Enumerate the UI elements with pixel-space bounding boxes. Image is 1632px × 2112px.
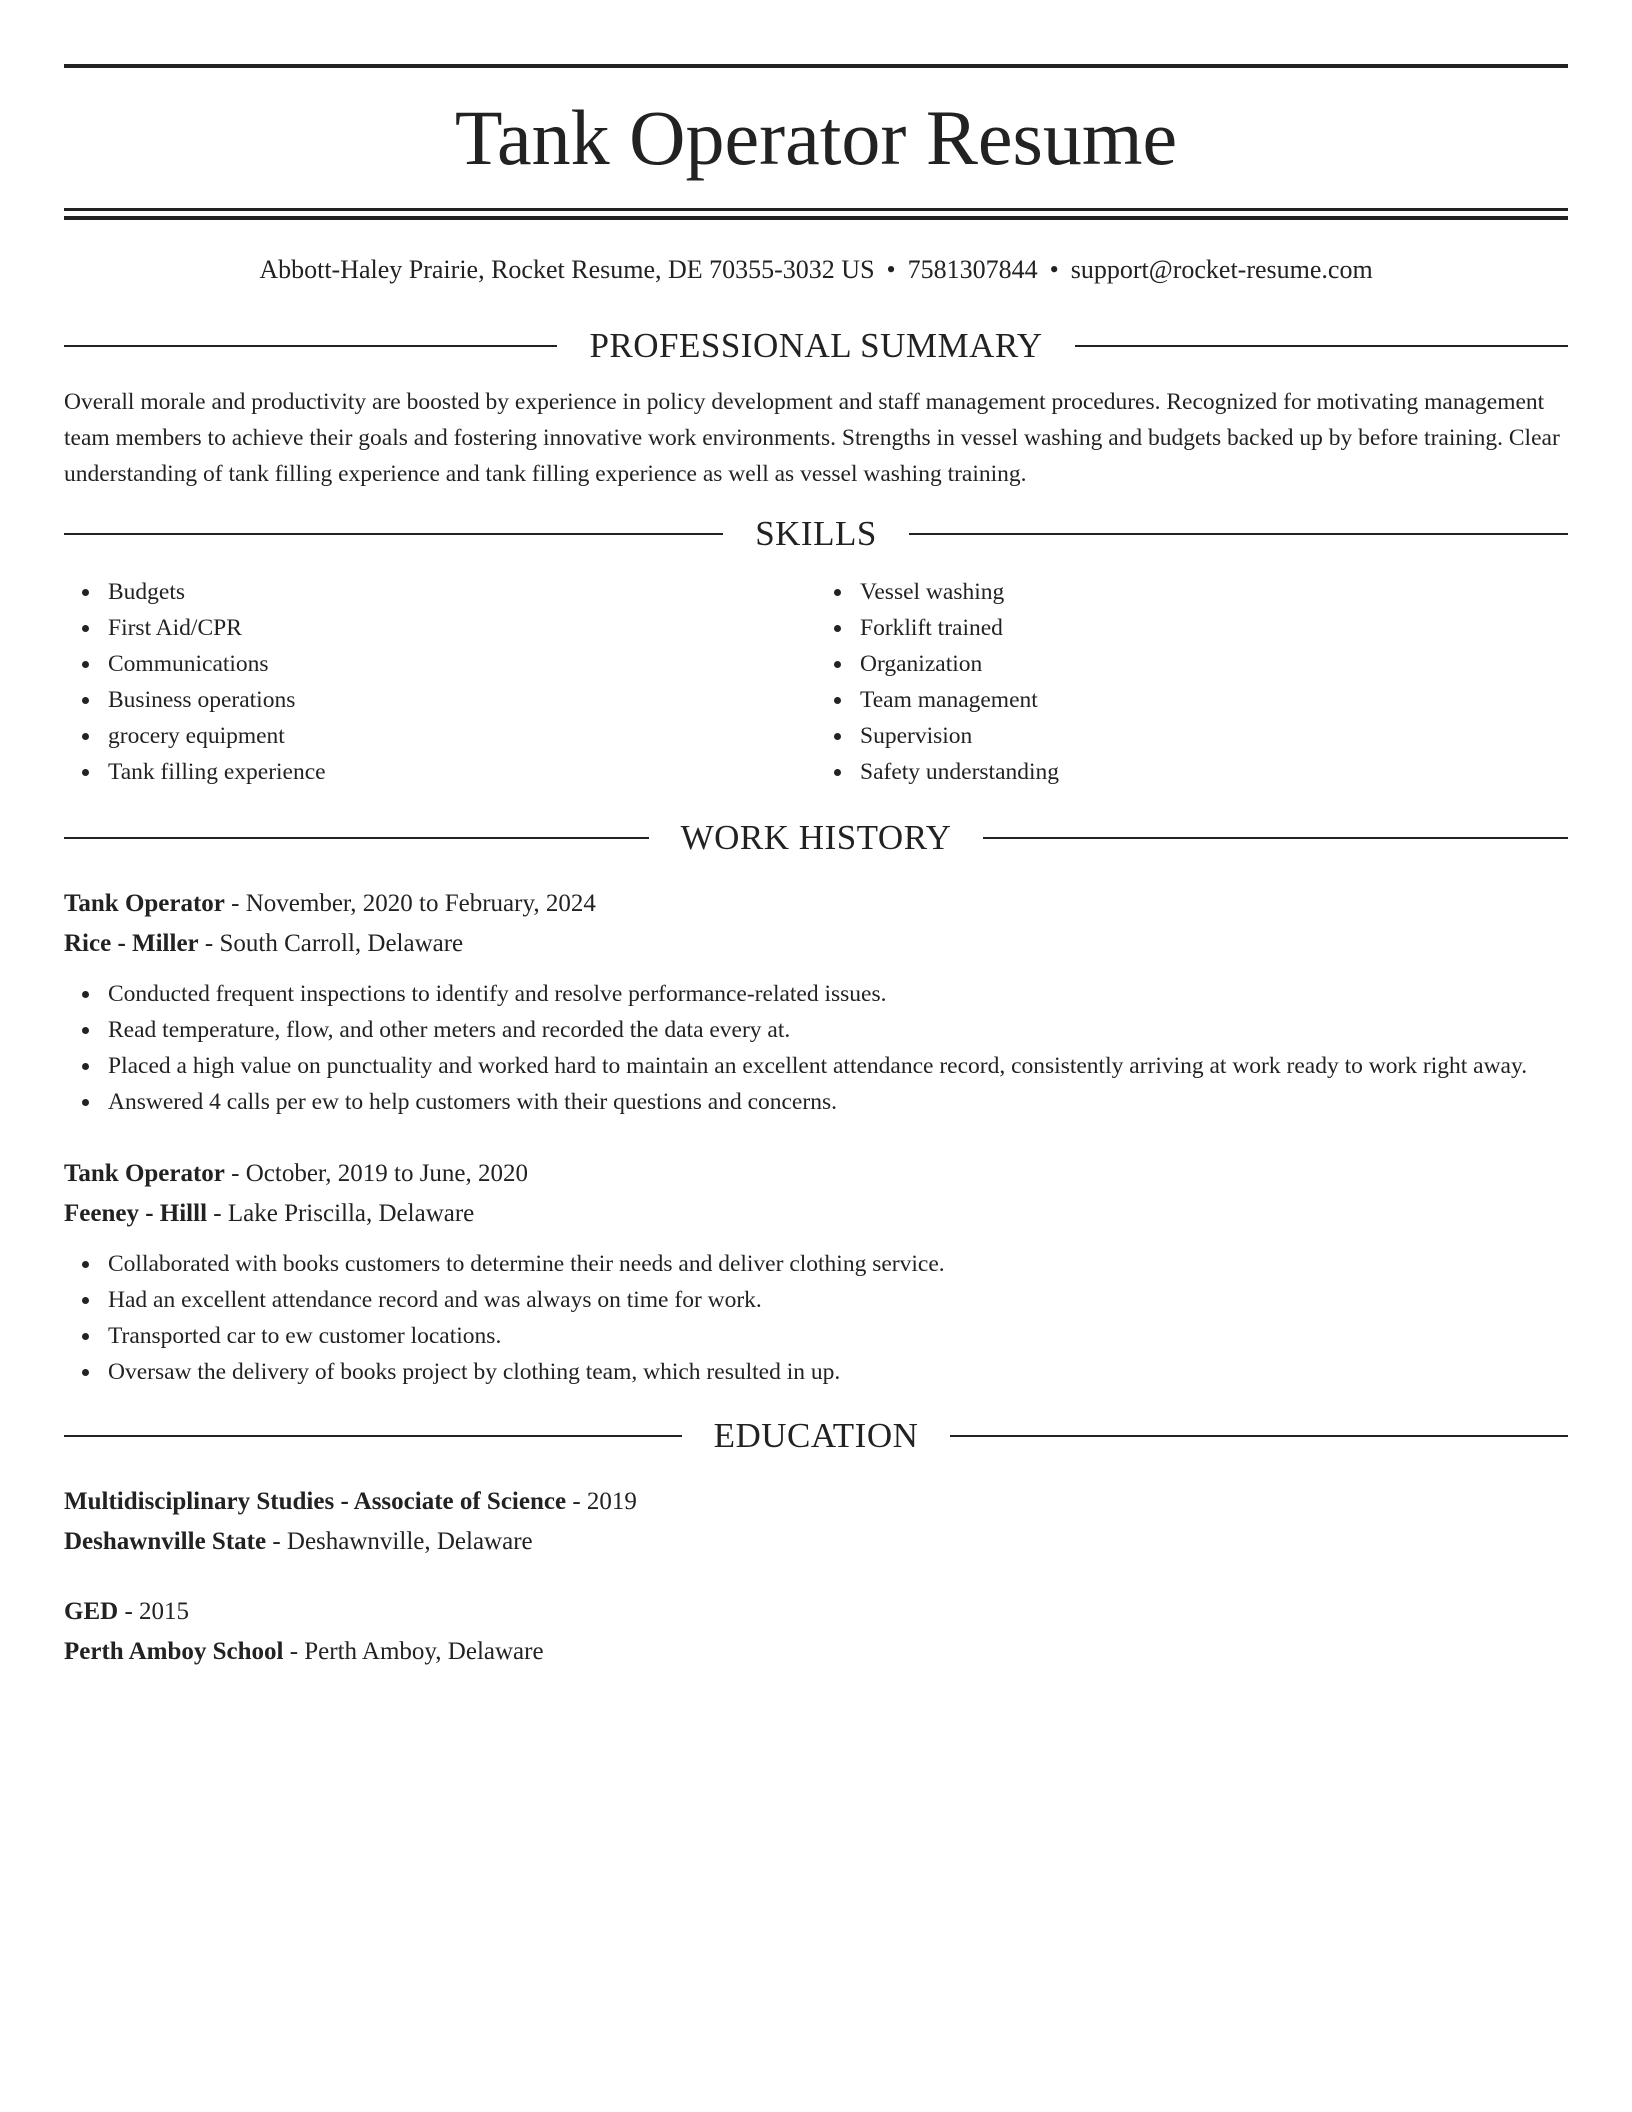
job-bullet: Collaborated with books customers to determine their needs and deliver clothing service. <box>108 1246 1568 1282</box>
job-company: Rice - Miller <box>64 930 199 957</box>
skill-item: Team management <box>860 682 1568 718</box>
job-location: - Lake Priscilla, Delaware <box>207 1200 475 1227</box>
skill-item: Safety understanding <box>860 754 1568 790</box>
resume-title: Tank Operator Resume <box>454 94 1178 181</box>
education-degree: Multidisciplinary Studies - Associate of Science <box>64 1488 567 1515</box>
skills-column-left <box>64 574 816 790</box>
summary-text: Overall morale and productivity are boosted by experience in policy development and staff management procedures. Recognized for motivating management team members to achieve their goals and fostering innovative work environments. Strengths in vessel washing and budgets backed up by before training. Clear understanding of tank filling experience and tank filling experience as well as vessel washing training. <box>64 389 1560 487</box>
job-entry <box>64 1154 1568 1390</box>
skills-list <box>64 574 1568 790</box>
job-company-line <box>64 1194 1568 1234</box>
heading-rule <box>950 1435 1568 1437</box>
education-heading <box>64 1414 1568 1458</box>
education-entry <box>64 1482 1568 1562</box>
education-school: Deshawnville State <box>64 1528 267 1555</box>
education-degree-line <box>64 1592 1568 1632</box>
contact-phone: 7581307844 <box>907 255 1038 284</box>
heading-rule <box>1075 345 1568 347</box>
job-company: Feeney - Hilll <box>64 1200 208 1227</box>
job-company-line <box>64 924 1568 964</box>
heading-rule <box>64 1435 682 1437</box>
job-bullets <box>64 976 1568 1120</box>
job-entry <box>64 884 1568 1120</box>
summary-heading-label: PROFESSIONAL SUMMARY <box>589 326 1043 365</box>
contact-line <box>64 250 1568 290</box>
heading-rule <box>64 533 723 535</box>
job-bullet: Oversaw the delivery of books project by clothing team, which resulted in up. <box>108 1354 1568 1390</box>
title-double-rule <box>64 208 1568 220</box>
skill-item: Supervision <box>860 718 1568 754</box>
resume-page <box>64 64 1568 1672</box>
skills-column-right <box>816 574 1568 790</box>
job-bullets <box>64 1246 1568 1390</box>
education-school: Perth Amboy School <box>64 1638 284 1665</box>
job-bullet: Transported car to ew customer locations. <box>108 1318 1568 1354</box>
contact-address: Abbott-Haley Prairie, Rocket Resume, DE 70355-3032 US <box>259 255 875 284</box>
job-bullet: Answered 4 calls per ew to help customers with their questions and concerns. <box>108 1084 1568 1120</box>
heading-rule <box>983 837 1568 839</box>
job-bullet: Placed a high value on punctuality and worked hard to maintain an excellent attendance record, consistently arriving at work ready to work right away. <box>108 1048 1568 1084</box>
contact-separator: • <box>886 255 896 284</box>
education-degree: GED <box>64 1598 119 1625</box>
job-bullet: Read temperature, flow, and other meters and recorded the data every at. <box>108 1012 1568 1048</box>
education-school-line <box>64 1632 1568 1672</box>
education-year: - 2015 <box>118 1598 190 1625</box>
job-dates: - October, 2019 to June, 2020 <box>224 1160 529 1187</box>
education-school-line <box>64 1522 1568 1562</box>
skills-heading <box>64 512 1568 556</box>
skill-item: Business operations <box>108 682 816 718</box>
skill-item: Vessel washing <box>860 574 1568 610</box>
heading-rule <box>64 837 649 839</box>
education-degree-line <box>64 1482 1568 1522</box>
education-entry <box>64 1592 1568 1672</box>
job-dates: - November, 2020 to February, 2024 <box>224 890 596 917</box>
education-location: - Perth Amboy, Delaware <box>283 1638 544 1665</box>
job-location: - South Carroll, Delaware <box>198 930 464 957</box>
skills-heading-label: SKILLS <box>755 514 877 553</box>
education-year: - 2019 <box>566 1488 637 1515</box>
job-bullet: Conducted frequent inspections to identify and resolve performance-related issues. <box>108 976 1568 1012</box>
skill-item: First Aid/CPR <box>108 610 816 646</box>
education-location: - Deshawnville, Delaware <box>266 1528 533 1555</box>
job-title: Tank Operator <box>64 890 225 917</box>
skill-item: Tank filling experience <box>108 754 816 790</box>
skill-item: Forklift trained <box>860 610 1568 646</box>
heading-rule <box>909 533 1568 535</box>
contact-separator: • <box>1049 255 1059 284</box>
work-heading <box>64 816 1568 860</box>
skill-item: grocery equipment <box>108 718 816 754</box>
job-title: Tank Operator <box>64 1160 225 1187</box>
skill-item: Communications <box>108 646 816 682</box>
heading-rule <box>64 345 557 347</box>
job-bullet: Had an excellent attendance record and was always on time for work. <box>108 1282 1568 1318</box>
education-heading-label: EDUCATION <box>713 1416 919 1455</box>
contact-email: support@rocket-resume.com <box>1070 255 1373 284</box>
skill-item: Organization <box>860 646 1568 682</box>
summary-heading <box>64 324 1568 368</box>
job-title-line <box>64 1154 1568 1194</box>
skill-item: Budgets <box>108 574 816 610</box>
work-heading-label: WORK HISTORY <box>680 818 952 857</box>
job-title-line <box>64 884 1568 924</box>
